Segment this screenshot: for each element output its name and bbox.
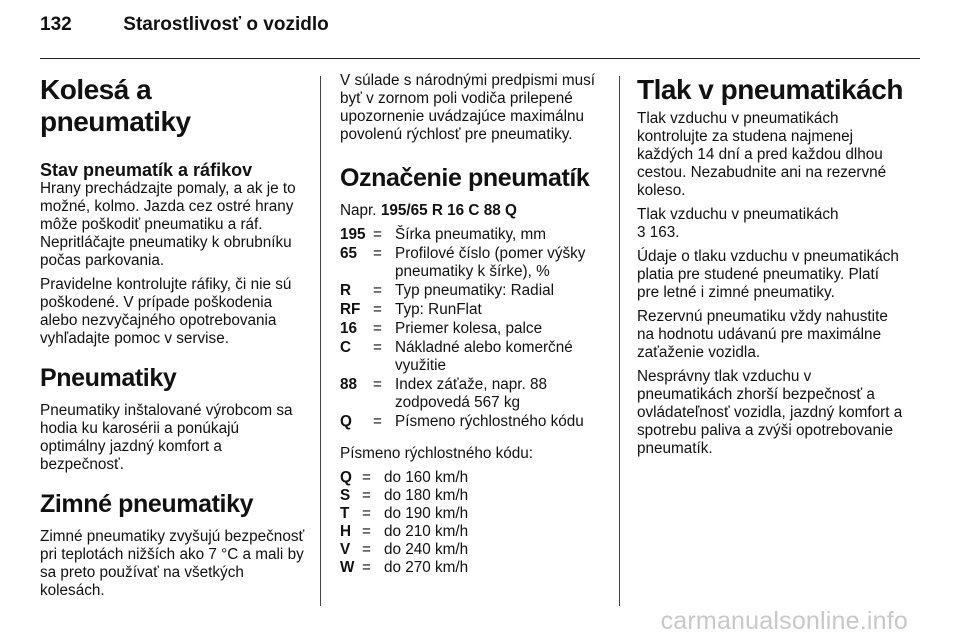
tire-code-key: R — [340, 282, 352, 299]
tire-code-desc: Typ: RunFlat — [395, 301, 482, 318]
speed-code-key: S — [340, 487, 351, 504]
example-prefix: Napr. — [340, 202, 377, 219]
tire-code-equals: = — [373, 320, 382, 337]
paragraph: Zimné pneumatiky zvyšujú bezpečnosť pri teplotách nižších ako 7 °C a mali by sa preto používať na všetkých kolesách. — [40, 528, 305, 599]
speed-code-key: W — [340, 559, 355, 576]
paragraph-reference — [637, 206, 905, 242]
paragraph: Pravidelne kontrolujte ráfiky, či nie sú poškodené. V prípade poškodenia alebo nezvyčajného opotrebovania vyhľadajte pomoc v servise. — [40, 276, 292, 347]
paragraph: Rezervnú pneumatiku vždy nahustite na hodnotu udávanú pre maximálne zaťaženie vozidla. — [637, 308, 888, 361]
speed-code-desc: do 180 km/h — [384, 487, 469, 504]
paragraph: Nesprávny tlak vzduchu v pneumatikách zhorší bezpečnosť a ovládateľnosť vozidla, jazdný komfort a spotrebu paliva a zvýši opotrebovanie pneumatík. — [637, 368, 903, 457]
watermark: carmanualsonline.info — [660, 607, 908, 635]
tire-code-desc: Priemer kolesa, palce — [395, 320, 543, 337]
tire-code-desc: Písmeno rýchlostného kódu — [395, 413, 584, 430]
column-divider-1 — [320, 76, 321, 606]
column-3 — [637, 72, 905, 464]
speed-code-key: V — [340, 541, 351, 558]
header-rule — [40, 58, 920, 59]
speed-code-desc: do 270 km/h — [384, 559, 469, 576]
speed-code-desc: do 240 km/h — [384, 541, 469, 558]
speed-code-table — [340, 469, 602, 577]
speed-code-equals: = — [362, 559, 371, 576]
tire-code-equals: = — [373, 413, 382, 430]
speed-code-equals: = — [362, 505, 371, 522]
tire-code-key: RF — [340, 301, 361, 318]
page-header — [40, 14, 329, 36]
tire-code-desc: Nákladné alebo komerčné využitie — [395, 339, 573, 374]
tire-code-key: 16 — [340, 320, 358, 337]
column-divider-2 — [619, 76, 620, 606]
speed-code-equals: = — [362, 541, 371, 558]
speed-code-desc: do 210 km/h — [384, 523, 469, 540]
speed-code-desc: do 160 km/h — [384, 469, 469, 486]
speed-code-desc: do 190 km/h — [384, 505, 469, 522]
paragraph: Pneumatiky inštalované výrobcom sa hodia ku karosérii a ponúkajú optimálny jazdný komfort a bezpečnosť. — [40, 402, 293, 473]
tire-code-desc: Šírka pneumatiky, mm — [395, 226, 547, 243]
tire-code-desc: Profilové číslo (pomer výšky pneumatiky k šírke), % — [395, 245, 586, 280]
page-title: Kolesá a pneumatiky — [40, 74, 191, 137]
heading-tire-marking: Označenie pneumatík — [340, 164, 590, 192]
heading-tires: Pneumatiky — [40, 364, 177, 392]
paragraph: Tlak vzduchu v pneumatikách kontrolujte za studena najmenej každých 14 dní a pred každou dlhou cestou. Nezabudnite ani na rezervné koleso. — [637, 110, 887, 199]
speed-code-equals: = — [362, 487, 371, 504]
paragraph: Hrany prechádzajte pomaly, a ak je to možné, kolmo. Jazda cez ostré hrany môže poškodiť pneumatiku a ráf. Nepritláčajte pneumatiky k obrubníku počas parkovania. — [40, 180, 296, 269]
column-2 — [340, 72, 602, 577]
tire-example — [340, 202, 602, 220]
tire-code-desc: Index záťaže, napr. 88 zodpovedá 567 kg — [395, 376, 548, 411]
column-1 — [40, 72, 308, 606]
tire-code-table — [340, 226, 602, 431]
tire-code-equals: = — [373, 226, 382, 243]
tire-code-key: 195 — [340, 226, 366, 243]
subheading-tire-condition: Stav pneumatík a ráfikov — [40, 160, 253, 180]
tire-code-equals: = — [373, 245, 382, 262]
tire-code-key: Q — [340, 413, 352, 430]
speed-code-key: H — [340, 523, 352, 540]
example-code: 195/65 R 16 C 88 Q — [380, 202, 517, 219]
speed-code-key: Q — [340, 469, 352, 486]
paragraph: V súlade s národnými predpismi musí byť v zornom poli vodiča prilepené upozornenie uvádzajúce maximálnu povolenú rýchlosť pre pneumatiky. — [340, 72, 596, 143]
page-number: 132 — [40, 14, 72, 35]
speed-code-key: T — [340, 505, 350, 522]
reference-text: Tlak vzduchu v pneumatikách — [637, 206, 839, 223]
heading-tire-pressure: Tlak v pneumatikách — [637, 74, 903, 105]
heading-winter-tires: Zimné pneumatiky — [40, 490, 254, 518]
tire-code-key: 65 — [340, 245, 358, 262]
tire-code-desc: Typ pneumatiky: Radial — [395, 282, 554, 299]
tire-code-equals: = — [373, 301, 382, 318]
speed-code-title: Písmeno rýchlostného kódu: — [340, 445, 534, 462]
tire-code-key: 88 — [340, 376, 358, 393]
tire-code-key: C — [340, 339, 352, 356]
tire-code-equals: = — [373, 282, 382, 299]
speed-code-equals: = — [362, 523, 371, 540]
paragraph: Údaje o tlaku vzduchu v pneumatikách platia pre studené pneumatiky. Platí pre letné i zimné pneumatiky. — [637, 248, 899, 301]
tire-code-equals: = — [373, 339, 382, 356]
page-reference-link[interactable]: 3 163. — [637, 224, 680, 241]
section-title: Starostlivosť o vozidlo — [123, 14, 329, 35]
speed-code-equals: = — [362, 469, 371, 486]
tire-code-equals: = — [373, 376, 382, 393]
